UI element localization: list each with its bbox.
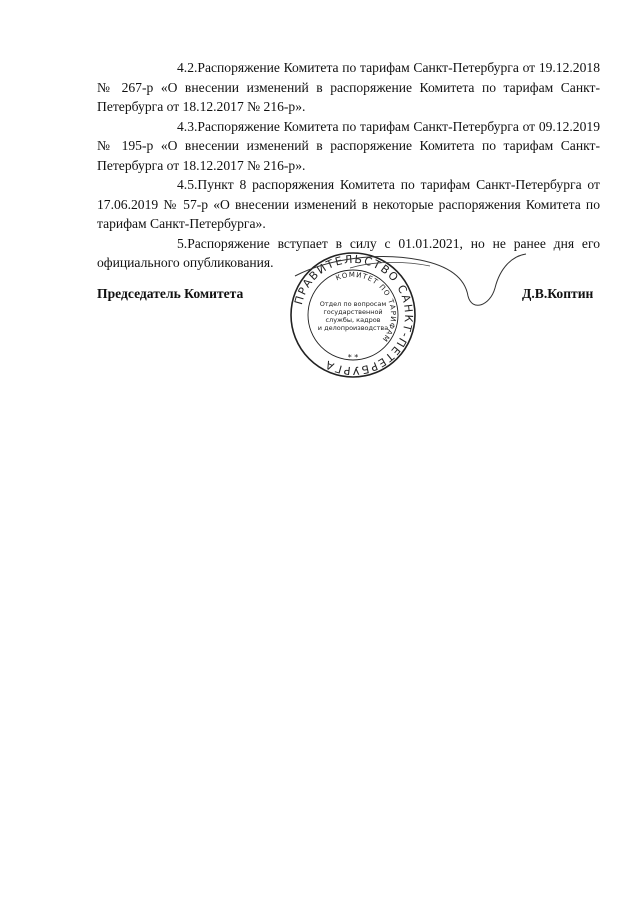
svg-text:Отдел по вопросам: Отдел по вопросам [319,300,387,308]
stamp-inner-text: КОМИТЕТ ПО ТАРИФАМ [334,270,398,344]
paragraph-4-2 [97,58,600,117]
signatory-name: Д.В.Коптин [522,286,594,301]
paragraph-number: 4.3. [177,118,198,134]
stamp-outer-text: ПРАВИТЕЛЬСТВО САНКТ-ПЕТЕРБУРГА [292,252,416,378]
paragraph-text: Распоряжение вступает в силу с 01.01.2021, но не ранее дня его официального опубликования. [97,235,600,270]
svg-text:службы, кадров: службы, кадров [325,316,381,324]
handwritten-signature [290,248,530,318]
paragraph-number: 4.2. [177,60,198,75]
svg-text:государственной: государственной [323,308,383,316]
paragraph-number: 4.5. [177,177,198,192]
document-body [97,58,600,273]
svg-text:и делопроизводства: и делопроизводства [317,324,389,332]
signature-stroke-secondary [350,262,430,268]
paragraph-text: Распоряжение Комитета по тарифам Санкт-Петербурга от 19.12.2018 № 267-р «О внесении изменений в распоряжение Комитета по тарифам Санкт-Петербурга от 18.12.2017 № 216-р». [97,60,600,114]
stamp-stars: * * [347,353,359,362]
paragraph-4-5 [97,175,600,234]
paragraph-text: Пункт 8 распоряжения Комитета по тарифам Санкт-Петербурга от 17.06.2019 № 57-р «О внесении изменений в некоторые распоряжения Комитета по тарифам Санкт-Петербурга». [97,177,600,231]
signatory-title: Председатель Комитета [97,286,244,301]
signature-stroke-main [295,254,526,305]
paragraph-4-3 [97,117,600,176]
paragraph-text: Распоряжение Комитета по тарифам Санкт-Петербурга от 09.12.2019 № 195-р «О внесении изменений в распоряжение Комитета по тарифам Санкт-Петербурга от 18.12.2017 № 216-р». [97,118,600,173]
paragraph-number: 5. [177,235,188,251]
